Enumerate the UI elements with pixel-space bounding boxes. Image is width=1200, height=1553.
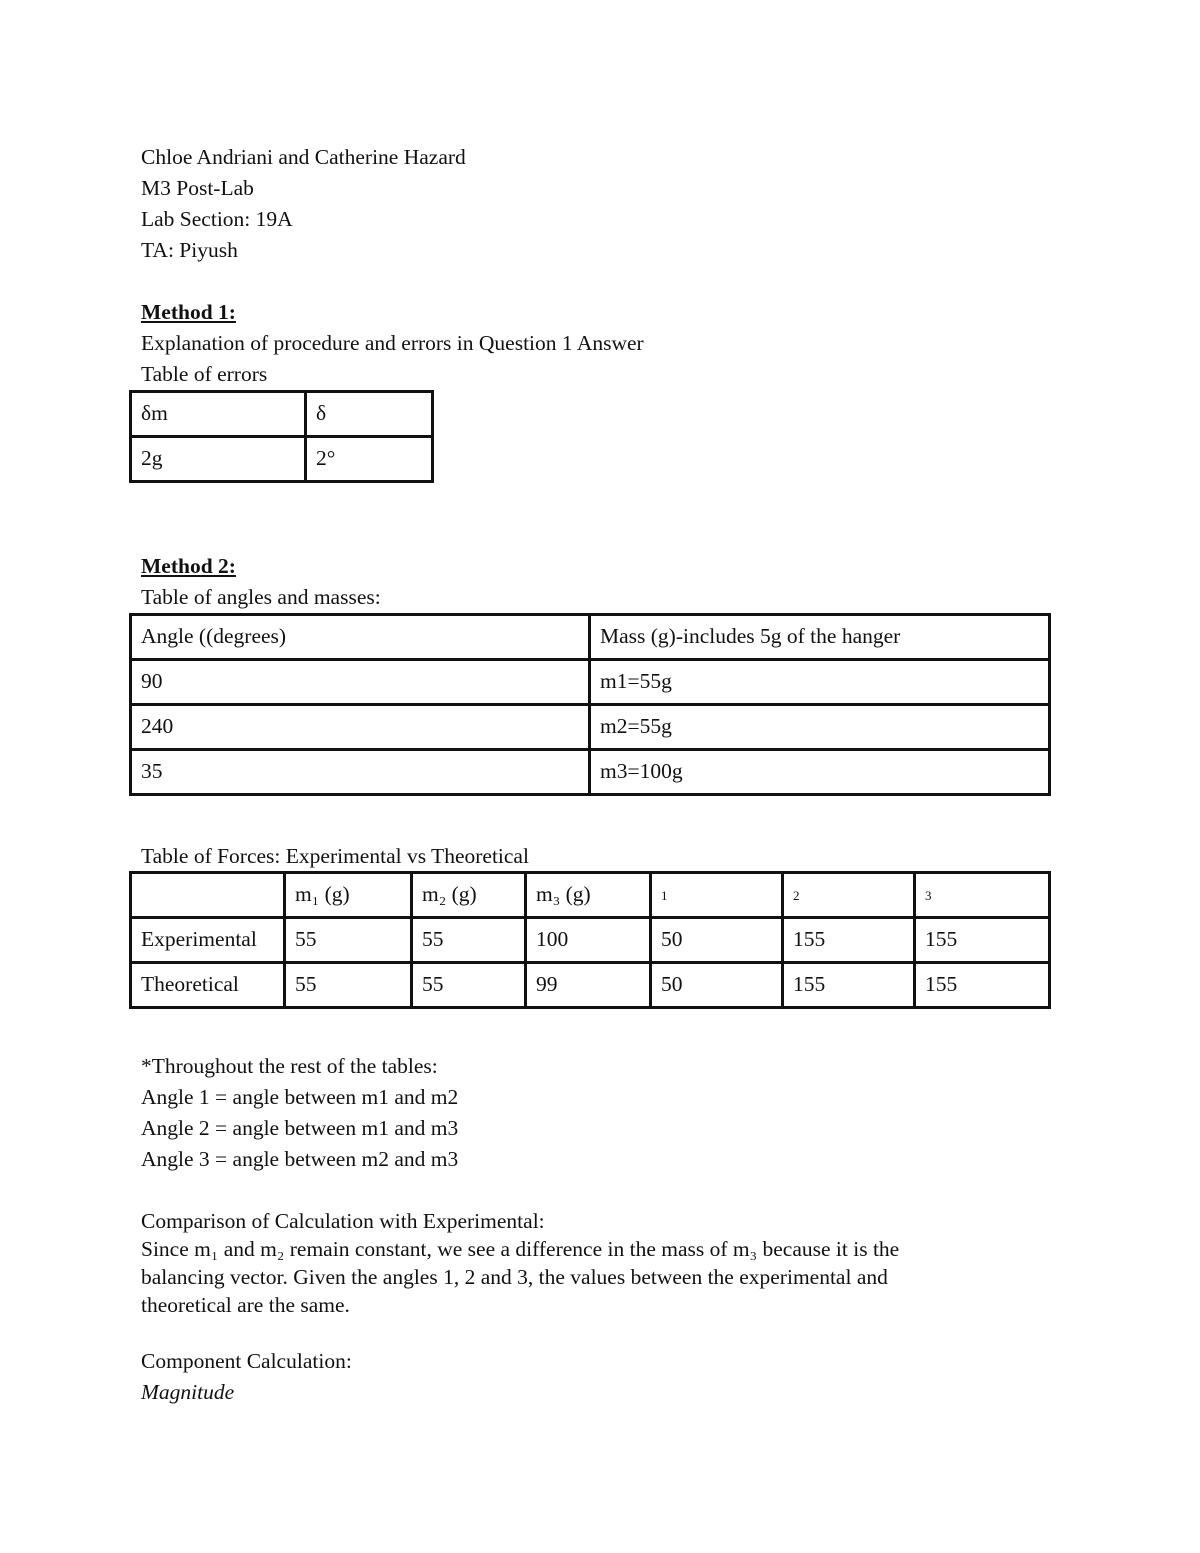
angle3-definition: Angle 3 = angle between m2 and m3: [141, 1147, 459, 1171]
table-cell: 2g: [131, 437, 306, 482]
angle2-definition: Angle 2 = angle between m1 and m3: [141, 1116, 459, 1140]
document-title: M3 Post-Lab: [141, 176, 254, 200]
table-row: [131, 750, 1050, 795]
comparison-heading: Comparison of Calculation with Experimental:: [141, 1209, 545, 1233]
table-cell: 2°: [306, 437, 433, 482]
errors-table: [129, 390, 434, 483]
table-cell: m₁ (g): [285, 873, 412, 918]
magnitude-subheading: Magnitude: [141, 1380, 235, 1404]
table-cell: [131, 873, 285, 918]
comparison-paragraph: Since m₁ and m₂ remain constant, we see a difference in the mass of m₃ because it is the balancing vector. Given the angles 1, 2 and 3, the values between the experimental and theoretical are the same.: [141, 1237, 900, 1317]
table-cell: 50: [651, 963, 783, 1008]
table-cell: 1: [651, 873, 783, 918]
table-cell: m₂ (g): [412, 873, 526, 918]
table-row: [131, 918, 1050, 963]
method2-heading: Method 2:: [141, 554, 236, 578]
authors: Chloe Andriani and Catherine Hazard: [141, 145, 466, 169]
table-cell: 100: [526, 918, 651, 963]
table-cell: 50: [651, 918, 783, 963]
table-cell: 155: [915, 918, 1050, 963]
table-cell: 55: [285, 963, 412, 1008]
method1-explanation: Explanation of procedure and errors in Question 1 Answer: [141, 331, 644, 355]
table-cell: 155: [783, 918, 915, 963]
table-cell: 99: [526, 963, 651, 1008]
table-cell: Mass (g)-includes 5g of the hanger: [590, 615, 1050, 660]
component-heading: Component Calculation:: [141, 1349, 352, 1373]
table-cell: 2: [783, 873, 915, 918]
table-cell: 55: [412, 918, 526, 963]
table-row: [131, 660, 1050, 705]
table-cell: m2=55g: [590, 705, 1050, 750]
table-cell: Angle ((degrees): [131, 615, 590, 660]
teaching-assistant: TA: Piyush: [141, 238, 238, 262]
forces-table: [129, 871, 1051, 1009]
method1-heading: Method 1:: [141, 300, 236, 324]
table-cell: 3: [915, 873, 1050, 918]
table-row: [131, 873, 1050, 918]
errors-table-caption: Table of errors: [141, 362, 268, 386]
table-cell: m3=100g: [590, 750, 1050, 795]
table-cell: Experimental: [131, 918, 285, 963]
table-cell: Theoretical: [131, 963, 285, 1008]
table-cell: 240: [131, 705, 590, 750]
table-cell: m₃ (g): [526, 873, 651, 918]
table-cell: 55: [285, 918, 412, 963]
table-cell: δ: [306, 392, 433, 437]
table-cell: 155: [783, 963, 915, 1008]
table-row: [131, 392, 433, 437]
table-cell: 90: [131, 660, 590, 705]
notes-intro: *Throughout the rest of the tables:: [141, 1054, 438, 1078]
table-cell: m1=55g: [590, 660, 1050, 705]
table-cell: 155: [915, 963, 1050, 1008]
table-cell: 55: [412, 963, 526, 1008]
table-row: [131, 963, 1050, 1008]
angles-table-caption: Table of angles and masses:: [141, 585, 381, 609]
table-row: [131, 437, 433, 482]
lab-section: Lab Section: 19A: [141, 207, 293, 231]
table-cell: δm: [131, 392, 306, 437]
forces-table-caption: Table of Forces: Experimental vs Theoretical: [141, 844, 529, 868]
table-row: [131, 705, 1050, 750]
table-row: [131, 615, 1050, 660]
table-cell: 35: [131, 750, 590, 795]
angle1-definition: Angle 1 = angle between m1 and m2: [141, 1085, 459, 1109]
angles-masses-table: [129, 613, 1051, 796]
